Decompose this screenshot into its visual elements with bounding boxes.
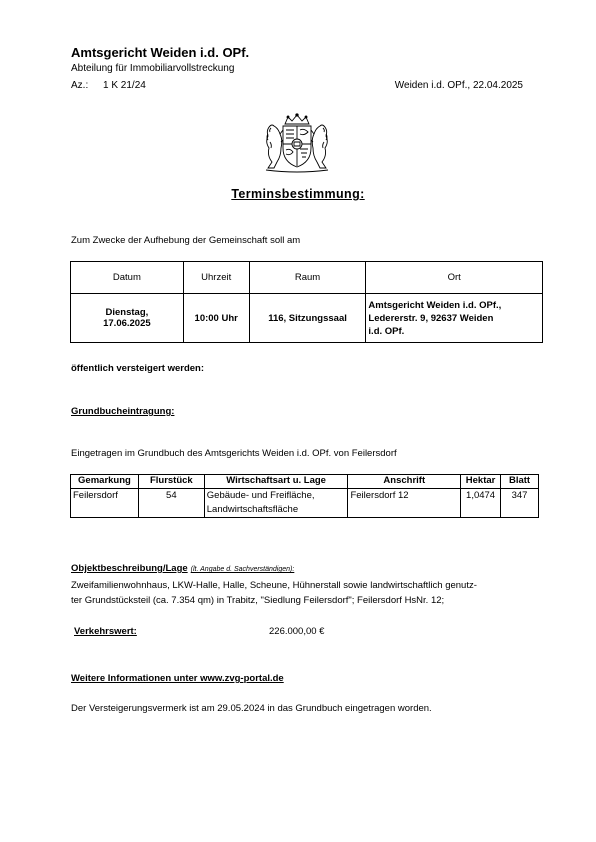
col-blatt: Blatt <box>501 475 539 489</box>
header-datum: Datum <box>71 262 184 294</box>
object-heading-text: Objektbeschreibung/Lage <box>71 563 188 574</box>
cell-blatt: 347 <box>501 489 539 518</box>
appointment-table <box>70 261 543 343</box>
file-number-label: Az.: <box>71 80 89 91</box>
wirtschaftsart-line-1: Gebäude- und Freifläche, <box>206 490 315 501</box>
location-line-2: Ledererstr. 9, 92637 Weiden <box>368 312 494 324</box>
header-ort: Ort <box>366 262 543 294</box>
location-line-3: i.d. OPf. <box>368 325 405 337</box>
cell-anschrift: Feilersdorf 12 <box>348 489 461 518</box>
land-register-header-row <box>71 475 539 489</box>
col-gemarkung: Gemarkung <box>71 475 139 489</box>
object-description <box>71 578 541 608</box>
col-flurstueck: Flurstück <box>138 475 204 489</box>
market-value-amount: 226.000,00 € <box>269 626 325 637</box>
appointment-header-row <box>71 262 543 294</box>
col-wirtschaftsart: Wirtschaftsart u. Lage <box>204 475 348 489</box>
court-name: Amtsgericht Weiden i.d. OPf. <box>71 45 250 60</box>
document-title: Terminsbestimmung: <box>231 187 365 201</box>
appointment-date <box>71 294 184 343</box>
place-and-date: Weiden i.d. OPf., 22.04.2025 <box>394 80 523 91</box>
closing-statement: Der Versteigerungsvermerk ist am 29.05.2024 in das Grundbuch eingetragen worden. <box>71 703 432 714</box>
col-hektar: Hektar <box>461 475 501 489</box>
object-line-2: ter Grundstücksteil (ca. 7.354 qm) in Trabitz, "Siedlung Feilersdorf"; Feilersdorf HsNr. 12; <box>71 595 445 606</box>
header-uhrzeit: Uhrzeit <box>183 262 249 294</box>
intro-text: Zum Zwecke der Aufhebung der Gemeinschaft soll am <box>71 235 301 246</box>
appointment-time: 10:00 Uhr <box>183 294 249 343</box>
appointment-room: 116, Sitzungssaal <box>249 294 366 343</box>
more-info-link[interactable]: Weitere Informationen unter www.zvg-portal.de <box>71 673 284 684</box>
object-description-heading <box>71 563 294 574</box>
appointment-weekday: Dienstag, <box>105 307 149 318</box>
wirtschaftsart-line-2: Landwirtschaftsfläche <box>206 504 299 515</box>
col-anschrift: Anschrift <box>348 475 461 489</box>
location-line-1: Amtsgericht Weiden i.d. OPf., <box>368 299 502 311</box>
bavarian-coat-of-arms-icon <box>262 112 332 174</box>
appointment-date-value: 17.06.2025 <box>103 318 151 329</box>
object-line-1: Zweifamilienwohnhaus, LKW-Halle, Halle, Scheune, Hühnerstall sowie landwirtschaftlich genutz- <box>71 580 477 591</box>
auction-statement: öffentlich versteigert werden: <box>71 363 205 374</box>
appointment-location <box>366 294 543 343</box>
appointment-value-row <box>71 294 543 343</box>
land-register-heading: Grundbucheintragung: <box>71 406 175 417</box>
header-raum: Raum <box>249 262 366 294</box>
land-register-intro: Eingetragen im Grundbuch des Amtsgerichts Weiden i.d. OPf. von Feilersdorf <box>71 448 397 459</box>
department-name: Abteilung für Immobiliarvollstreckung <box>71 63 235 74</box>
object-heading-note: (lt. Angabe d. Sachverständigen): <box>190 566 295 573</box>
land-register-table <box>70 474 539 518</box>
cell-hektar: 1,0474 <box>461 489 501 518</box>
cell-flurstueck: 54 <box>138 489 204 518</box>
cell-gemarkung: Feilersdorf <box>71 489 139 518</box>
cell-wirtschaftsart <box>204 489 348 518</box>
table-row <box>71 489 539 518</box>
file-number: 1 K 21/24 <box>103 80 146 91</box>
market-value-label: Verkehrswert: <box>74 626 137 637</box>
